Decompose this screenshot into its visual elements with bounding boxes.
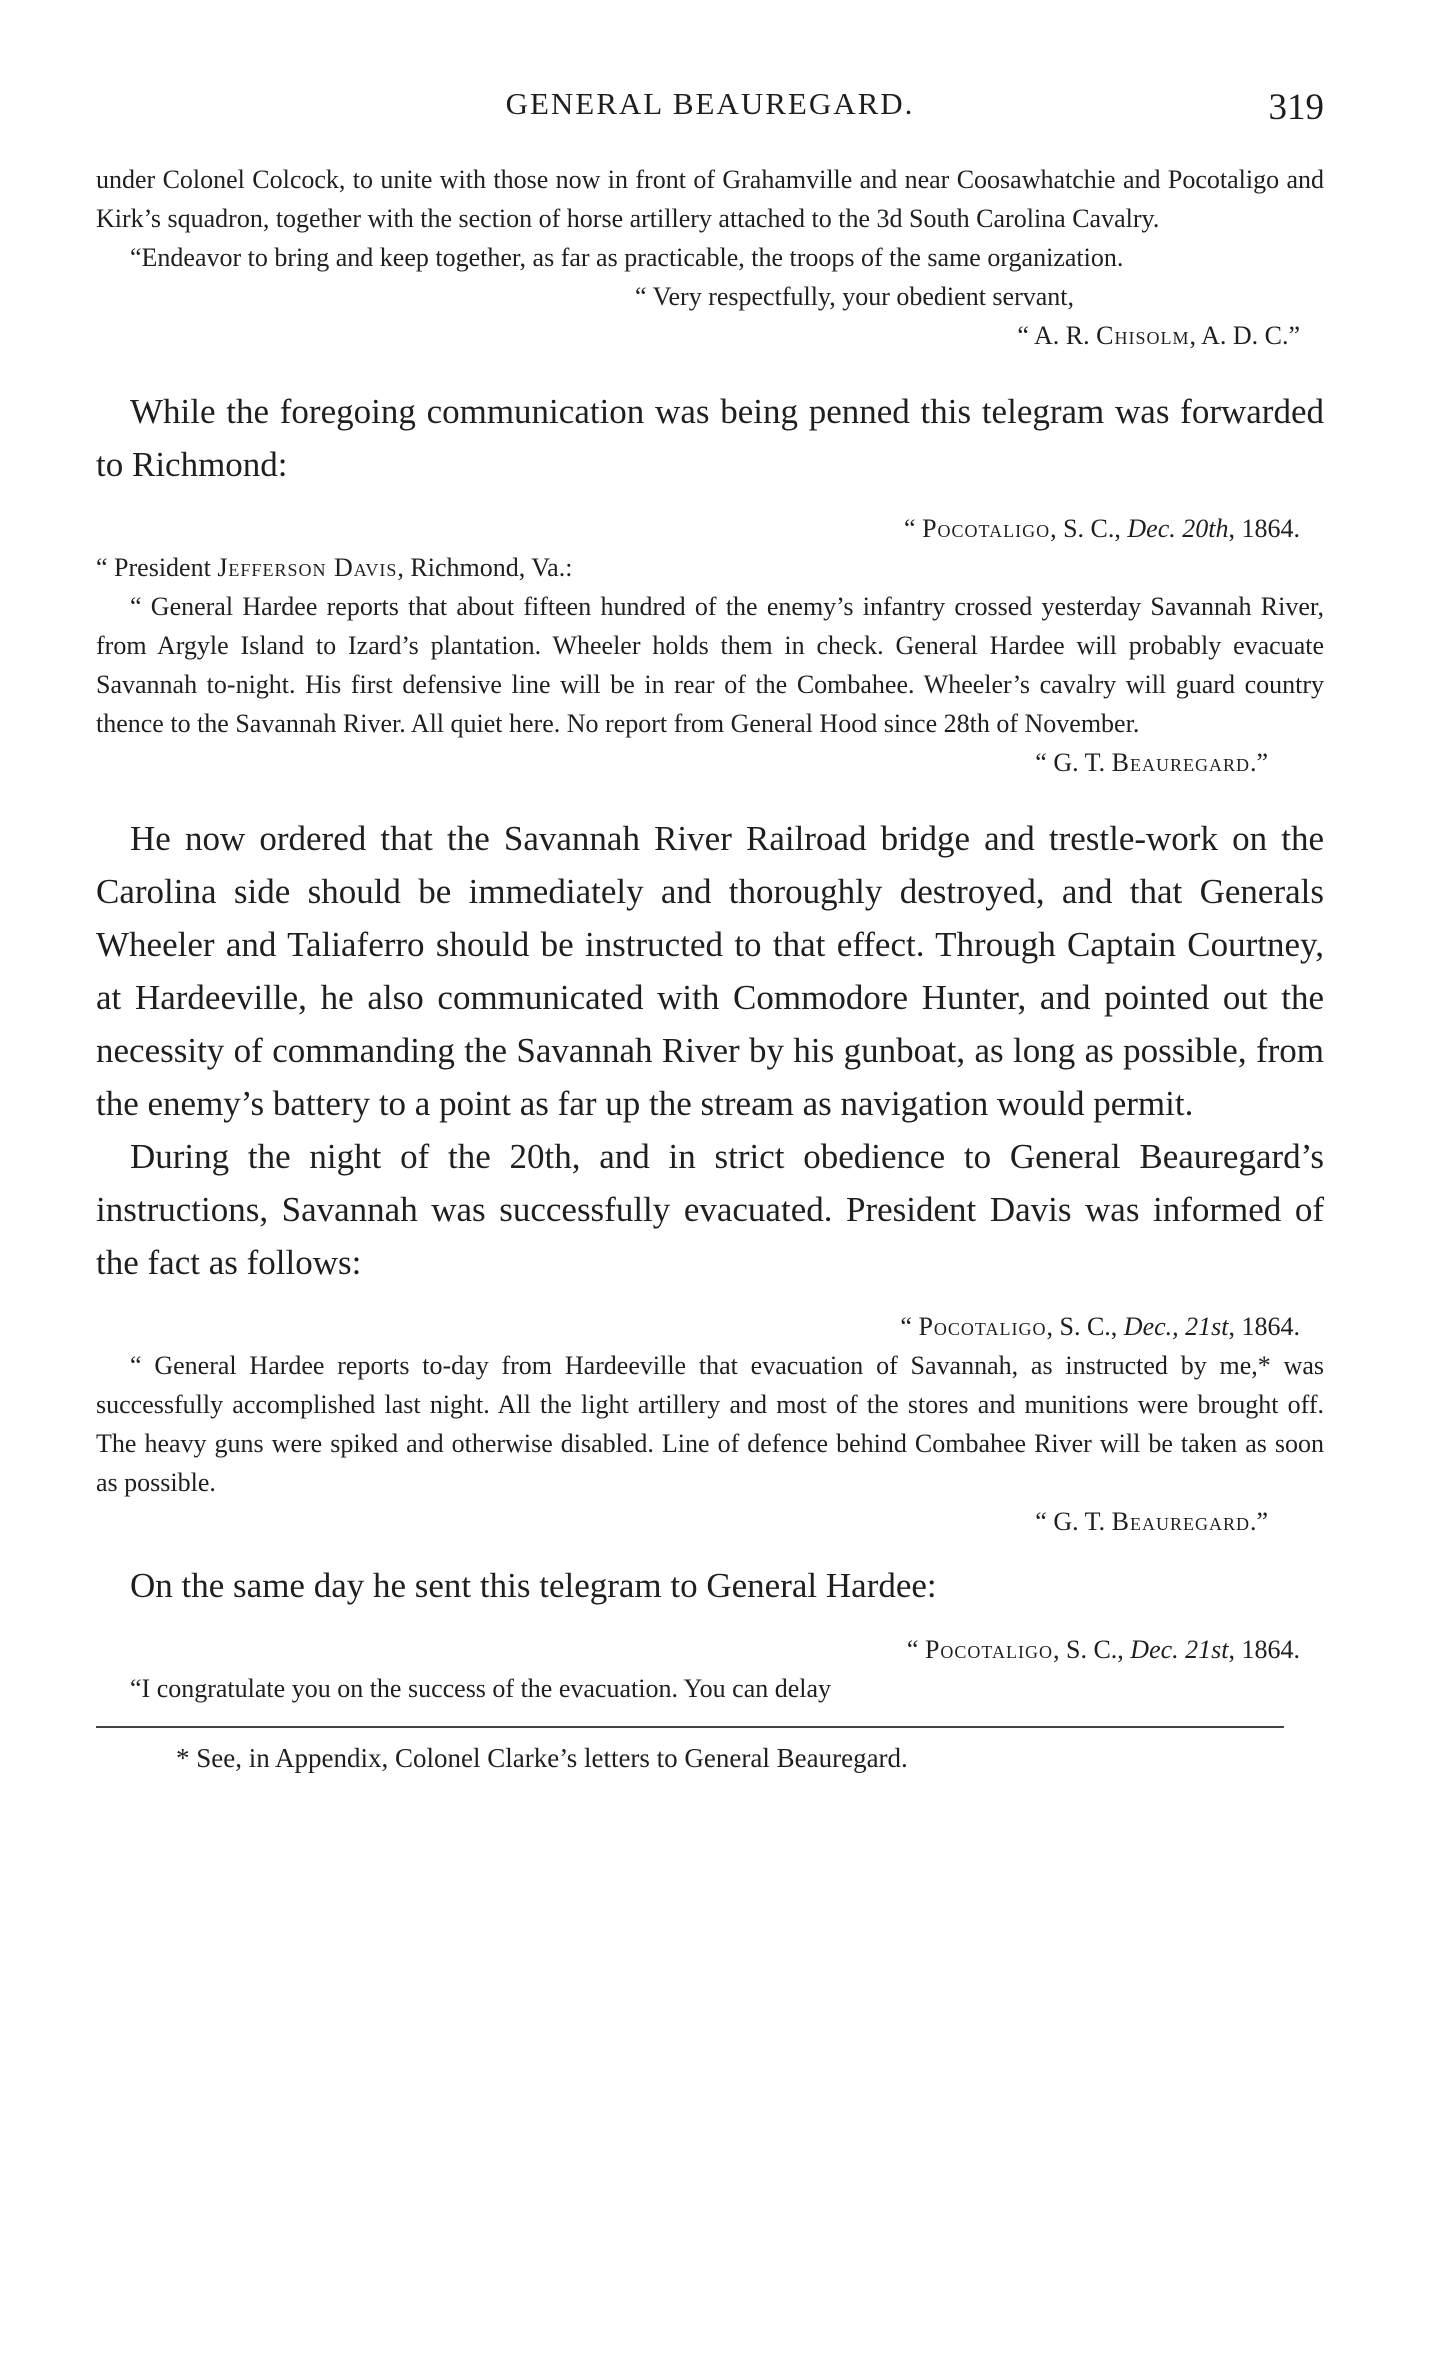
dateline-year: , 1864. (1228, 514, 1300, 543)
dateline-open: “ (900, 1312, 919, 1341)
paragraph-telegram-intro: While the foregoing communication was being penned this telegram was forwarded to Richmond: (96, 392, 1324, 484)
dateline-date: Dec. 20th (1127, 514, 1229, 543)
telegram-2-signature (96, 1502, 1324, 1541)
signature-open: “ G. T. (1035, 1507, 1112, 1536)
letter-signature-name: Chisolm (1096, 321, 1190, 350)
letter-instruction: “Endeavor to bring and keep together, as far as practicable, the troops of the same organization. (130, 243, 1124, 272)
salutation-rest: , Richmond, Va.: (397, 553, 573, 582)
dateline-date: Dec. 21st (1130, 1635, 1229, 1664)
letter-signature-suffix: , A. D. C.” (1189, 321, 1300, 350)
telegram-1-signature (96, 743, 1324, 782)
book-page (96, 86, 1324, 1805)
telegram-3-dateline (96, 1630, 1324, 1669)
dateline-open: “ (906, 1635, 925, 1664)
telegram-1-body: “ General Hardee reports that about fifteen hundred of the enemy’s infantry crossed yesterday Savannah River, from Argyle Island to Izard’s plantation. Wheeler holds them in check. General Hardee will probably evacuate Savannah to-night. His first defensive line will be in rear of the Combahee. Wheeler’s cavalry will guard country thence to the Savannah River. All quiet here. No report from General Hood since 28th of November. (96, 592, 1324, 738)
paragraph-evacuation: During the night of the 20th, and in strict obedience to General Beauregard’s instructions, Savannah was successfully evacuated. President Davis was informed of the fact as follows: (96, 1137, 1324, 1282)
letter-signature (96, 316, 1324, 355)
dateline-year: , 1864. (1228, 1312, 1300, 1341)
telegram-1-dateline (96, 509, 1324, 548)
telegram-3-body: “I congratulate you on the success of the evacuation. You can delay (130, 1674, 832, 1703)
dateline-state: , S. C., (1050, 514, 1128, 543)
dateline-state: , S. C., (1052, 1635, 1131, 1664)
footnote: * See, in Appendix, Colonel Clarke’s letters to General Beauregard. (176, 1743, 908, 1773)
signature-name: Beauregard (1111, 1507, 1250, 1536)
signature-open: “ G. T. (1035, 748, 1112, 777)
telegram-2-dateline (96, 1307, 1324, 1346)
dateline-place: Pocotaligo (918, 1312, 1047, 1341)
dateline-year: , 1864. (1228, 1635, 1300, 1664)
telegram-2-body: “ General Hardee reports to-day from Hardeeville that evacuation of Savannah, as instructed by me,* was successfully accomplished last night. All the light artillery and most of the stores and munitions were brought off. The heavy guns were spiked and otherwise disabled. Line of defence behind Combahee River will be taken as soon as possible. (96, 1351, 1324, 1497)
signature-name: Beauregard (1111, 748, 1250, 777)
signature-close: .” (1249, 1507, 1268, 1536)
salutation-open: “ President (96, 553, 218, 582)
running-title: GENERAL BEAUREGARD. (505, 86, 915, 121)
running-head (96, 86, 1324, 136)
dateline-date: Dec., 21st (1123, 1312, 1229, 1341)
salutation-name: Jefferson Davis (217, 553, 398, 582)
paragraph-railroad-orders: He now ordered that the Savannah River Railroad bridge and trestle-work on the Carolina side should be immediately and thoroughly destroyed, and that Generals Wheeler and Taliaferro should be instructed to that effect. Through Captain Courtney, at Hardeeville, he also communicated with Commodore Hunter, and pointed out the necessity of commanding the Savannah River by his gunboat, as long as possible, from the enemy’s battery to a point as far up the stream as navigation would permit. (96, 819, 1324, 1123)
letter-closing: “ Very respectfully, your obedient servant, (635, 282, 1074, 311)
dateline-open: “ (904, 514, 923, 543)
dateline-place: Pocotaligo (922, 514, 1051, 543)
signature-close: .” (1249, 748, 1268, 777)
letter-signature-prefix: “ A. R. (1017, 321, 1097, 350)
letter-body: under Colonel Colcock, to unite with those now in front of Grahamville and near Coosawhatchie and Pocotaligo and Kirk’s squadron, together with the section of horse artillery attached to the 3d South Carolina Cavalry. (96, 165, 1324, 233)
dateline-state: , S. C., (1046, 1312, 1124, 1341)
paragraph-hardee-telegram-intro: On the same day he sent this telegram to General Hardee: (130, 1566, 937, 1605)
dateline-place: Pocotaligo (924, 1635, 1053, 1664)
page-number: 319 (1268, 87, 1324, 128)
footnote-rule (96, 1726, 1284, 1728)
telegram-1-salutation (96, 548, 1324, 587)
